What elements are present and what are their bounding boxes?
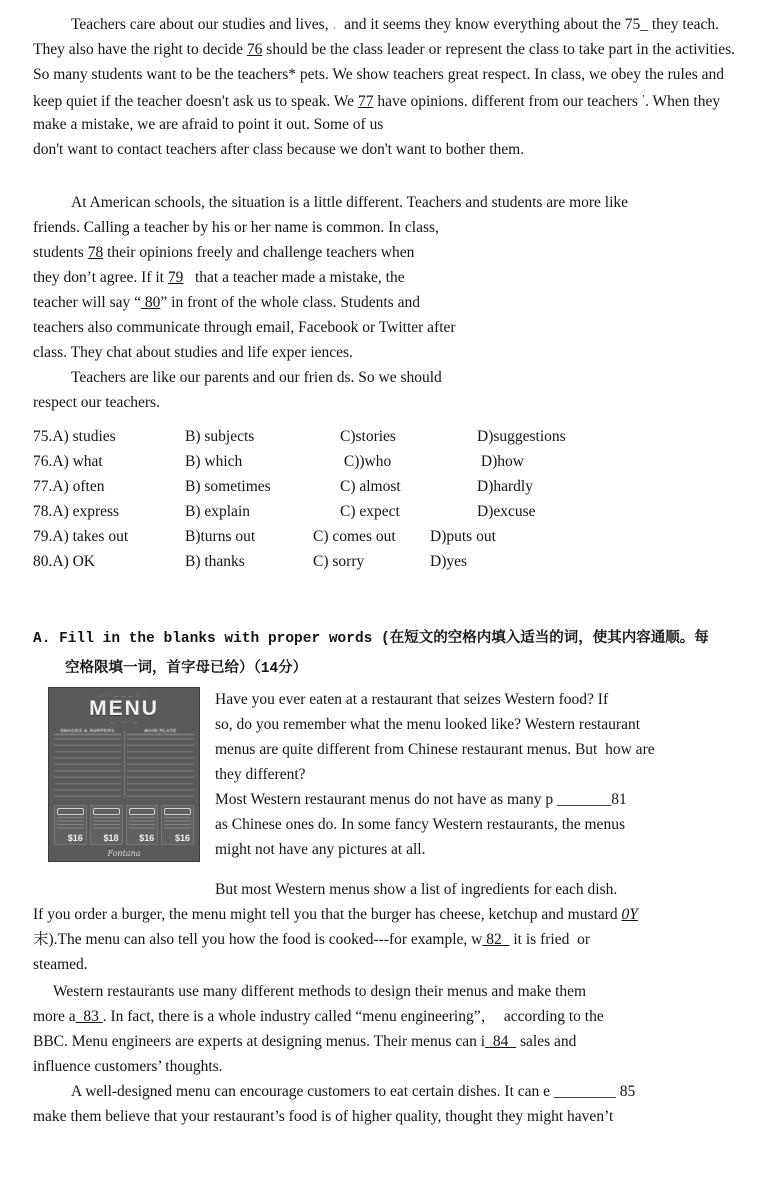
text-segment: BBC. Menu engineers are experts at designing menus. Their menus can i [33, 1033, 486, 1050]
text-line [33, 1054, 740, 1079]
section-a-heading-line2: 空格限填一词，首字母已给）（14分） [65, 661, 308, 677]
text-segment: They also have the right to decide [33, 41, 247, 58]
text-line [33, 1079, 740, 1104]
text-line [33, 12, 740, 37]
price-box [126, 805, 159, 845]
text-segment: teacher will say “ [33, 294, 142, 311]
text-segment: . In fact, there is a whole industry called “menu engineering”， according to the [102, 1008, 604, 1025]
text-segment: more a [33, 1008, 76, 1025]
text-segment: But most Western menus show a list of ingredients for each dish. [215, 881, 618, 898]
options-table [33, 424, 740, 574]
text-line [33, 137, 740, 162]
option-cell: C) almost [340, 478, 401, 495]
text-segment: Have you ever eaten at a restaurant that seizes Western food? If [215, 691, 609, 708]
text-segment: influence customers’ thoughts. [33, 1058, 223, 1075]
text-segment: their opinions freely and challenge teachers when [103, 244, 415, 261]
option-cell: B) thanks [185, 553, 245, 570]
text-segment: teachers also communicate through email, Facebook or Twitter after [33, 319, 456, 336]
text-segment: make them believe that your restaurant’s food is of higher quality, thought they might haven’t [33, 1108, 614, 1125]
option-cell: D)excuse [477, 503, 536, 520]
text-segment: 末).The menu can also tell you how the food is cooked---for example, w [33, 931, 483, 948]
price-text: $16 [67, 833, 83, 843]
menu-photo-item-lines [127, 738, 194, 800]
text-segment: steamed. [33, 956, 88, 973]
text-segment: they different? [215, 766, 306, 783]
cloze-paragraph-1 [33, 12, 740, 162]
menu-photo-left-header: SNACKS & SUPPERS [54, 728, 121, 735]
text-line [33, 290, 740, 315]
text-segment: so, do you remember what the menu looked like? Western restaurant [215, 716, 641, 733]
text-line [33, 979, 740, 1004]
option-cell: 78.A) express [33, 503, 120, 520]
menu-photo-price-boxes [54, 805, 194, 845]
price-text: $18 [103, 833, 119, 843]
text-segment: as Chinese ones do. In some fancy Western restaurants, the menus [215, 816, 625, 833]
text-line [33, 902, 740, 927]
option-row-78 [33, 499, 740, 524]
text-segment: ” in front of the whole class. Students and [160, 294, 420, 311]
text-segment: students [33, 244, 88, 261]
section-a-heading-line1: A. Fill in the blanks with proper words (在短文的空格内填入适当的词，使其内容通顺。每 [33, 631, 709, 647]
option-row-76 [33, 449, 740, 474]
text-line [33, 1104, 740, 1129]
text-line [33, 87, 740, 112]
text-line [33, 340, 740, 365]
menu-passage-after-image [33, 902, 740, 1129]
text-segment: menus are quite different from Chinese restaurant menus. But how are [215, 741, 655, 758]
text-segment: it is fried or [509, 931, 590, 948]
text-segment: Western restaurants use many different methods to design their menus and make them [53, 983, 587, 1000]
option-cell: B) which [185, 453, 243, 470]
option-cell: D)hardly [477, 478, 533, 495]
menu-photo-top-text: · · · — — — · · · [101, 693, 147, 698]
option-cell: B) explain [185, 503, 250, 520]
option-row-77 [33, 474, 740, 499]
text-segment: 82 [482, 931, 510, 948]
text-segment: they don’t agree. If it [33, 269, 168, 286]
text-line [33, 927, 740, 952]
menu-photo-right-column [127, 728, 194, 800]
text-segment: A well-designed menu can encourage customers to eat certain dishes. It can e ________ 85 [71, 1083, 636, 1100]
text-segment: Teachers care about our studies and lives, [71, 16, 333, 33]
text-segment: Most Western restaurant menus do not have as many p _______81 [215, 791, 627, 808]
option-cell: D)yes [430, 553, 468, 570]
text-segment: might not have any pictures at all. [215, 841, 426, 858]
text-line [33, 112, 740, 137]
text-segment: . [332, 16, 337, 33]
text-segment: . When they [645, 93, 721, 110]
option-cell: 76.A) what [33, 453, 103, 470]
option-cell: B) subjects [185, 428, 255, 445]
text-segment: class. They chat about studies and life exper iences. [33, 344, 353, 361]
text-segment: 76 [246, 41, 263, 58]
text-line [33, 1004, 740, 1029]
text-segment: and it seems they know everything about the 75_ they teach. [336, 16, 720, 33]
menu-photo-right-header: MAIN PLATE [127, 728, 194, 735]
option-cell: 75.A) studies [33, 428, 116, 445]
option-cell: C) expect [340, 503, 400, 520]
text-segment: So many students want to be the teachers* pets. We show teachers great respect. In class, we obey the rules and [33, 66, 725, 83]
option-row-80 [33, 549, 740, 574]
option-cell: B) sometimes [185, 478, 271, 495]
text-segment: 79 [167, 269, 184, 286]
text-line [33, 240, 740, 265]
text-line [33, 877, 740, 902]
text-segment: sales and [516, 1033, 577, 1050]
menu-photo-subtitle: — · — · — [109, 719, 139, 724]
option-cell: C) sorry [313, 553, 365, 570]
text-segment: 83 [75, 1008, 103, 1025]
price-box [90, 805, 123, 845]
text-line [33, 390, 740, 415]
menu-photo-title: MENU [89, 697, 159, 720]
option-cell: 77.A) often [33, 478, 105, 495]
menu-passage-section [33, 687, 740, 1129]
text-line [33, 215, 740, 240]
text-segment: 0Y [621, 906, 638, 923]
price-text: $16 [139, 833, 155, 843]
option-cell: B)turns out [185, 528, 256, 545]
menu-photo-item-lines [54, 738, 121, 800]
price-box [161, 805, 194, 845]
text-line [33, 265, 740, 290]
option-row-75 [33, 424, 740, 449]
text-segment: should be the class leader or represent the class to take part in the activities. [262, 41, 736, 58]
cloze-paragraph-2 [33, 190, 740, 415]
text-line [33, 62, 740, 87]
option-row-79 [33, 524, 740, 549]
option-cell: C))who [340, 453, 392, 470]
option-cell: D)puts out [430, 528, 496, 545]
section-a-heading [33, 624, 740, 684]
text-line [33, 1029, 740, 1054]
text-segment: If you order a burger, the menu might tell you that the burger has cheese, ketchup and mustard [33, 906, 622, 923]
text-segment: ʼ [641, 94, 646, 105]
menu-photo-left-column [54, 728, 121, 800]
text-line [33, 315, 740, 340]
text-segment: don't want to contact teachers after class because we don't want to bother them. [33, 141, 525, 158]
price-box [54, 805, 87, 845]
menu-photo-footer-script: Fontana [107, 849, 141, 858]
text-segment: respect our teachers. [33, 394, 160, 411]
option-cell: D)how [477, 453, 524, 470]
text-segment: that a teacher made a mistake, the [183, 269, 405, 286]
menu-photo-columns [54, 728, 194, 800]
text-segment: 78 [87, 244, 104, 261]
option-cell: C) comes out [313, 528, 396, 545]
text-segment: make a mistake, we are afraid to point it out. Some of us [33, 116, 384, 133]
text-segment: 80 [141, 294, 161, 311]
option-cell: 79.A) takes out [33, 528, 129, 545]
option-cell: D)suggestions [477, 428, 566, 445]
option-cell: C)stories [340, 428, 396, 445]
text-segment: At American schools, the situation is a little different. Teachers and students are more like [71, 194, 629, 211]
menu-photo [48, 687, 200, 862]
text-segment: keep quiet if the teacher doesn't ask us to speak. We [33, 93, 358, 110]
price-text: $16 [174, 833, 190, 843]
text-line [33, 37, 740, 62]
text-segment: friends. Calling a teacher by his or her name is common. In class, [33, 219, 439, 236]
text-segment: Teachers are like our parents and our frien ds. So we should [71, 369, 442, 386]
text-segment: 84 [485, 1033, 517, 1050]
text-line [33, 365, 740, 390]
text-line [33, 952, 740, 977]
text-line [33, 190, 740, 215]
text-segment: 77 [357, 93, 374, 110]
text-segment: have opinions. different from our teachers [373, 93, 642, 110]
option-cell: 80.A) OK [33, 553, 95, 570]
